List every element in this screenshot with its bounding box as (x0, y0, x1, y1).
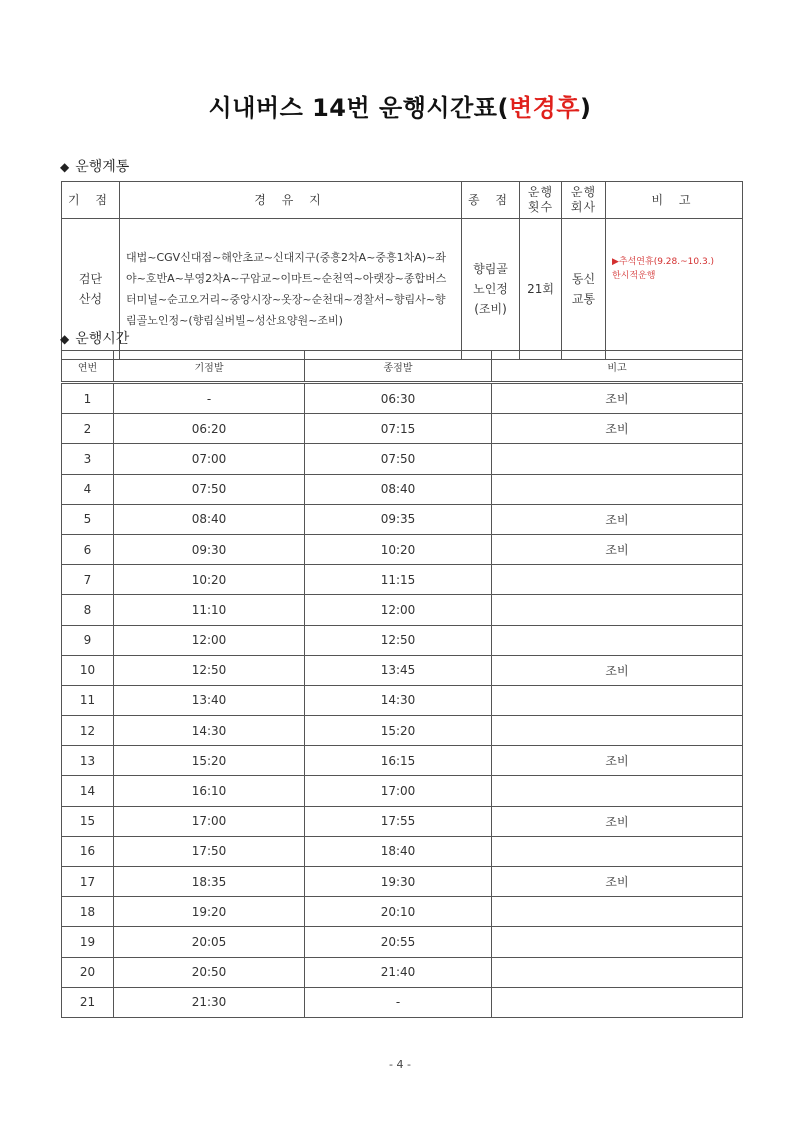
schedule-cell-start: 15:20 (114, 746, 305, 776)
table-row (62, 806, 743, 836)
table-row (62, 504, 743, 534)
route-header-company: 운행 회사 (562, 182, 606, 219)
table-row (62, 987, 743, 1017)
route-header-start: 기 점 (62, 182, 120, 219)
schedule-cell-no: 18 (62, 897, 114, 927)
schedule-cell-no: 12 (62, 716, 114, 746)
schedule-cell-start: 13:40 (114, 685, 305, 715)
table-row (62, 746, 743, 776)
schedule-cell-no: 15 (62, 806, 114, 836)
schedule-table (61, 350, 743, 1018)
table-row (62, 867, 743, 897)
table-row (62, 565, 743, 595)
schedule-cell-note (492, 776, 743, 806)
schedule-cell-start: 10:20 (114, 565, 305, 595)
schedule-cell-note (492, 836, 743, 866)
schedule-cell-end: 16:15 (305, 746, 492, 776)
table-row (62, 897, 743, 927)
schedule-cell-start: 07:50 (114, 474, 305, 504)
diamond-bullet-icon: ◆ (60, 332, 70, 346)
title-paren-open: ( (497, 94, 509, 122)
schedule-cell-note: 조비 (492, 383, 743, 414)
schedule-cell-no: 4 (62, 474, 114, 504)
schedule-cell-end: 11:15 (305, 565, 492, 595)
route-header-via: 경 유 지 (120, 182, 462, 219)
schedule-cell-start: 14:30 (114, 716, 305, 746)
route-count-cell: 21회 (520, 219, 562, 360)
schedule-cell-no: 17 (62, 867, 114, 897)
table-row (62, 957, 743, 987)
table-row (62, 474, 743, 504)
schedule-cell-end: 07:15 (305, 414, 492, 444)
schedule-cell-no: 19 (62, 927, 114, 957)
schedule-cell-note (492, 625, 743, 655)
schedule-cell-start: 17:50 (114, 836, 305, 866)
schedule-cell-start: 20:50 (114, 957, 305, 987)
schedule-cell-end: 20:10 (305, 897, 492, 927)
schedule-header-note: 비고 (492, 351, 743, 383)
schedule-cell-end: 19:30 (305, 867, 492, 897)
schedule-cell-start: 17:00 (114, 806, 305, 836)
schedule-cell-no: 10 (62, 655, 114, 685)
title-paren-close: ) (580, 94, 592, 122)
schedule-cell-note (492, 565, 743, 595)
table-row (62, 716, 743, 746)
table-row (62, 414, 743, 444)
section-schedule-label: 운행시간 (75, 331, 130, 347)
schedule-cell-no: 13 (62, 746, 114, 776)
schedule-cell-end: 08:40 (305, 474, 492, 504)
schedule-cell-end: 17:55 (305, 806, 492, 836)
schedule-cell-end: 21:40 (305, 957, 492, 987)
section-route-heading (60, 156, 129, 176)
table-row (62, 595, 743, 625)
schedule-cell-no: 9 (62, 625, 114, 655)
schedule-cell-no: 8 (62, 595, 114, 625)
schedule-cell-end: 07:50 (305, 444, 492, 474)
schedule-cell-end: 15:20 (305, 716, 492, 746)
schedule-cell-no: 1 (62, 383, 114, 414)
schedule-cell-no: 14 (62, 776, 114, 806)
schedule-cell-end: 12:00 (305, 595, 492, 625)
schedule-cell-note: 조비 (492, 806, 743, 836)
schedule-cell-start: 07:00 (114, 444, 305, 474)
schedule-header-row (62, 351, 743, 383)
schedule-cell-note (492, 716, 743, 746)
schedule-cell-end: 12:50 (305, 625, 492, 655)
table-row (62, 836, 743, 866)
schedule-cell-note: 조비 (492, 655, 743, 685)
schedule-cell-note (492, 444, 743, 474)
schedule-header-start: 기점발 (114, 351, 305, 383)
schedule-cell-start: 06:20 (114, 414, 305, 444)
schedule-cell-start: 12:50 (114, 655, 305, 685)
route-note-cell: ▶추석연휴(9.28.~10.3.) 한시적운행 (606, 219, 743, 360)
schedule-cell-note: 조비 (492, 414, 743, 444)
schedule-cell-note: 조비 (492, 504, 743, 534)
schedule-cell-no: 16 (62, 836, 114, 866)
schedule-cell-start: 16:10 (114, 776, 305, 806)
table-row (62, 383, 743, 414)
route-end-cell: 향림골 노인정 (조비) (462, 219, 520, 360)
schedule-header-end: 종점발 (305, 351, 492, 383)
schedule-cell-end: 18:40 (305, 836, 492, 866)
table-row (62, 685, 743, 715)
schedule-cell-start: 09:30 (114, 534, 305, 564)
schedule-cell-end: 09:35 (305, 504, 492, 534)
schedule-cell-end: 13:45 (305, 655, 492, 685)
schedule-cell-start: 08:40 (114, 504, 305, 534)
schedule-cell-start: 20:05 (114, 927, 305, 957)
schedule-cell-start: 18:35 (114, 867, 305, 897)
schedule-cell-note (492, 957, 743, 987)
schedule-cell-note (492, 474, 743, 504)
route-header-end: 종 점 (462, 182, 520, 219)
route-table (61, 181, 743, 360)
route-company-cell: 동신 교통 (562, 219, 606, 360)
route-start-cell: 검단 산성 (62, 219, 120, 360)
schedule-cell-no: 3 (62, 444, 114, 474)
schedule-cell-end: 17:00 (305, 776, 492, 806)
schedule-cell-note (492, 987, 743, 1017)
diamond-bullet-icon: ◆ (60, 160, 70, 174)
title-highlight: 변경후 (508, 94, 580, 122)
schedule-cell-end: 20:55 (305, 927, 492, 957)
schedule-cell-note (492, 897, 743, 927)
table-row (62, 534, 743, 564)
title-main: 시내버스 14번 운행시간표 (208, 94, 498, 122)
route-header-note: 비 고 (606, 182, 743, 219)
schedule-cell-start: 21:30 (114, 987, 305, 1017)
schedule-cell-end: 14:30 (305, 685, 492, 715)
schedule-cell-no: 20 (62, 957, 114, 987)
section-route-label: 운행계통 (75, 159, 130, 175)
schedule-cell-no: 6 (62, 534, 114, 564)
route-header-count: 운행 횟수 (520, 182, 562, 219)
schedule-cell-note (492, 685, 743, 715)
route-row (62, 219, 743, 360)
route-header-row (62, 182, 743, 219)
table-row (62, 444, 743, 474)
route-via-cell: 대법~CGV신대점~해안초교~신대지구(중흥2차A~중흥1차A)~좌야~호반A~부영2차A~구암교~이마트~순천역~아랫장~종합버스터미널~순고오거리~중앙시장~옷장~순천대~경찰서~향림사~향림골노인정~(향림실버빌~성산요양원~조비) (120, 219, 462, 360)
schedule-cell-start: 19:20 (114, 897, 305, 927)
schedule-cell-no: 11 (62, 685, 114, 715)
page-title (0, 88, 800, 123)
schedule-cell-end: 06:30 (305, 383, 492, 414)
table-row (62, 625, 743, 655)
table-row (62, 655, 743, 685)
table-row (62, 927, 743, 957)
schedule-cell-end: - (305, 987, 492, 1017)
schedule-cell-no: 5 (62, 504, 114, 534)
schedule-cell-no: 7 (62, 565, 114, 595)
schedule-cell-note: 조비 (492, 534, 743, 564)
schedule-cell-note: 조비 (492, 746, 743, 776)
table-row (62, 776, 743, 806)
schedule-cell-note (492, 595, 743, 625)
section-schedule-heading (60, 328, 129, 348)
schedule-cell-end: 10:20 (305, 534, 492, 564)
schedule-cell-note (492, 927, 743, 957)
page-number: - 4 - (389, 1058, 411, 1071)
schedule-cell-start: 12:00 (114, 625, 305, 655)
schedule-cell-start: 11:10 (114, 595, 305, 625)
schedule-cell-no: 2 (62, 414, 114, 444)
schedule-header-no: 연번 (62, 351, 114, 383)
schedule-cell-note: 조비 (492, 867, 743, 897)
schedule-cell-start: - (114, 383, 305, 414)
schedule-cell-no: 21 (62, 987, 114, 1017)
